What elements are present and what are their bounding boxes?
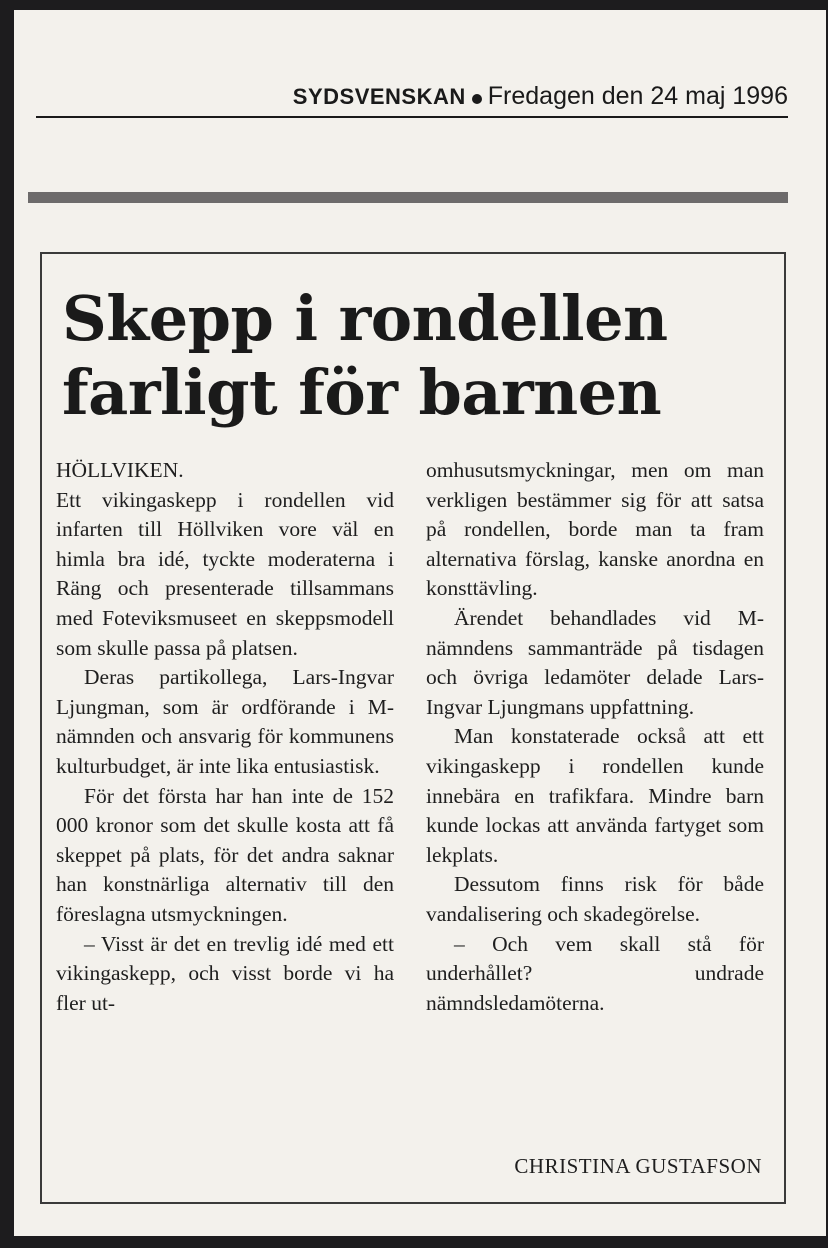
article-paragraph: – Och vem skall stå för underhållet? undrade nämndsledamöterna.: [426, 931, 764, 1015]
article-paragraph: HÖLLVIKEN. Ett vikingaskepp i rondellen vid infarten till Höllviken vore väl en himla bra idé, tyckte moderaterna i Räng och presenterade tillsammans med Foteviksmuseet en skeppsmodell som skulle passa på platsen.: [56, 458, 394, 660]
article-column-left: [56, 456, 394, 1018]
newspaper-name: SYDSVENSKAN: [292, 84, 466, 109]
article-paragraph: Man konstaterade också att ett vikingaskepp i rondellen kunde innebära en trafikfara. Mindre barn kunde lockas att använda fartyget som lekplats.: [426, 724, 764, 867]
dateline: HÖLLVIKEN.: [56, 458, 184, 482]
byline: CHRISTINA GUSTAFSON: [514, 1154, 762, 1178]
headline: [62, 282, 782, 430]
bullet-dot-icon: [472, 94, 482, 104]
article-paragraph: Dessutom finns risk för både vandalisering och skadegörelse.: [426, 872, 764, 926]
article-paragraph: För det första har han inte de 152 000 kronor som det skulle kosta att få skeppet på plats, för det andra saknar han konstnärliga alternativ till den föreslagna utsmyckningen.: [56, 783, 394, 926]
article-paragraph: Ärendet behandlades vid M-nämndens sammanträde på tisdagen och övriga ledamöter delade Lars-Ingvar Ljungmans uppfattning.: [426, 605, 764, 719]
masthead: [36, 82, 788, 118]
headline-line-1: Skepp i rondellen: [62, 282, 668, 355]
headline-line-2: farligt för barnen: [62, 356, 662, 429]
article-paragraph: omhusutsmyckningar, men om man verkligen bestämmer sig för att satsa på rondellen, borde man ta fram alternativa förslag, kanske anordna en konsttävling.: [426, 458, 764, 601]
article-column-right: [426, 456, 764, 1018]
article-paragraph: Deras partikollega, Lars-Ingvar Ljungman, som är ordförande i M-nämnden och ansvarig för kommunens kulturbudget, är inte lika entusiastisk.: [56, 665, 394, 778]
section-divider: [28, 192, 788, 203]
article-paragraph: – Visst är det en trevlig idé med ett vikingaskepp, och visst borde vi ha fler ut-: [56, 931, 394, 1015]
publication-date: Fredagen den 24 maj 1996: [487, 82, 788, 110]
